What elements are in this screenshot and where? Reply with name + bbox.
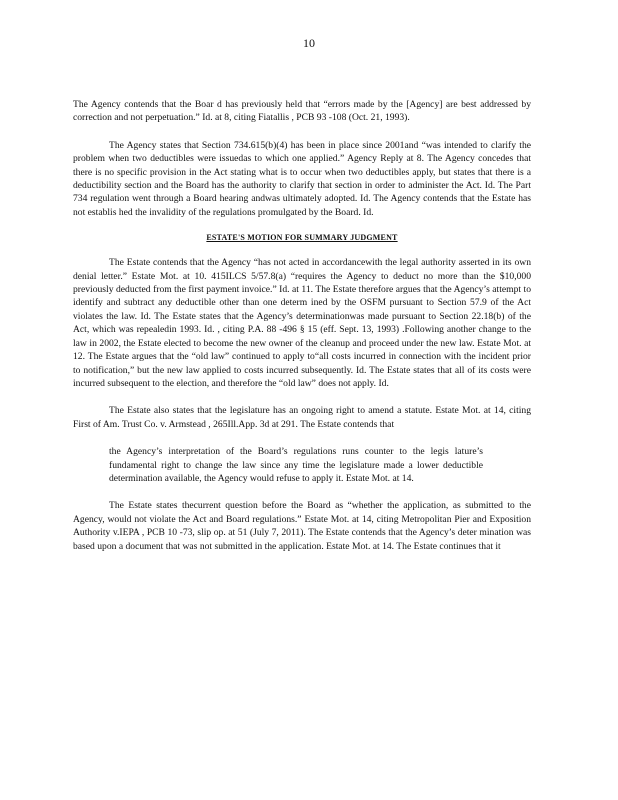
document-body [73,98,531,567]
block-quote [73,445,531,485]
paragraph-estate-contentions: The Estate contends that the Agency “has not acted in accordancewith the legal authority asserted in its own denial letter.” Estate Mot. at 10. 415ILCS 5/57.8(a) “requires the Agency to deduct no more than the $10,000 previously deducted from the first payment invoice.” Id. at 11. The Estate therefore argues that the Agency’s attempt to identify and subtract any deductible other than one determ ined by the OSFM pursuant to Section 57.9 of the Act violates the law. Id. The Estate states that the Agency’s determinationwas made pursuant to Section 22.18(b) of the Act, which was repealedin 1993. Id. , citing P.A. 88 -496 § 15 (eff. Sept. 13, 1993) .Following another change to the law in 2002, the Estate elected to become the new owner of the cleanup and proceed under the new law. Estate Mot. at 12. The Estate argues that the “old law” continued to apply to“all costs incurred in connection with the incident prior to notification,” but the new law applied to costs incurred subsequently. Id. The Estate states that all of its costs were incurred subsequent to the election, and therefore the “old law” does not apply. Id. [73,257,531,389]
block-quote-text: the Agency’s interpretation of the Board’s regulations runs counter to the legis lature’s fundamental right to change the law since any time the legislature made a lower deductible determination available, the Agency would refuse to apply it. Estate Mot. at 14. [109,446,483,484]
section-heading-text: ESTATE'S MOTION FOR SUMMARY JUDGMENT [206,233,398,243]
paragraph-estate-question: The Estate states thecurrent question before the Board as “whether the application, as submitted to the Agency, would not violate the Act and Board regulations.” Estate Mot. at 14, citing Metropolitan Pier and Exposition Authority v.IEPA , PCB 10 -73, slip op. at 51 (July 7, 2011). The Estate contends that the Agency’s deter mination was based upon a document that was not submitted in the application. Estate Mot. at 14. The Estate continues that it [73,500,531,552]
page-number: 10 [303,36,315,50]
paragraph-agency-section-734: The Agency states that Section 734.615(b)(4) has been in place since 2001and “was intended to clarify the problem when two deductibles were issuedas to which one applied.” Agency Reply at 8. The Agency concedes that there is no specific provision in the Act stating what is to occur when two deductibles apply, but states that there is a deductibility section and the Board has the authority to clarify that section in order to administer the Act. Id. The Part 734 regulation went through a Board hearing andwas ultimately adopted. Id. The Agency contends that the Estate has not establis hed the invalidity of the regulations promulgated by the Board. Id. [73,139,531,218]
paragraph-agency-fiatallis: The Agency contends that the Boar d has previously held that “errors made by the [Agency] are best addressed by correction and not perpetuation.” Id. at 8, citing Fiatallis , PCB 93 -108 (Oct. 21, 1993). [73,99,531,124]
section-heading [73,233,531,242]
paragraph-estate-legislature: The Estate also states that the legislature has an ongoing right to amend a statute. Estate Mot. at 14, citing First of Am. Trust Co. v. Armstead , 265Ill.App. 3d at 291. The Estate contends that [73,405,531,430]
